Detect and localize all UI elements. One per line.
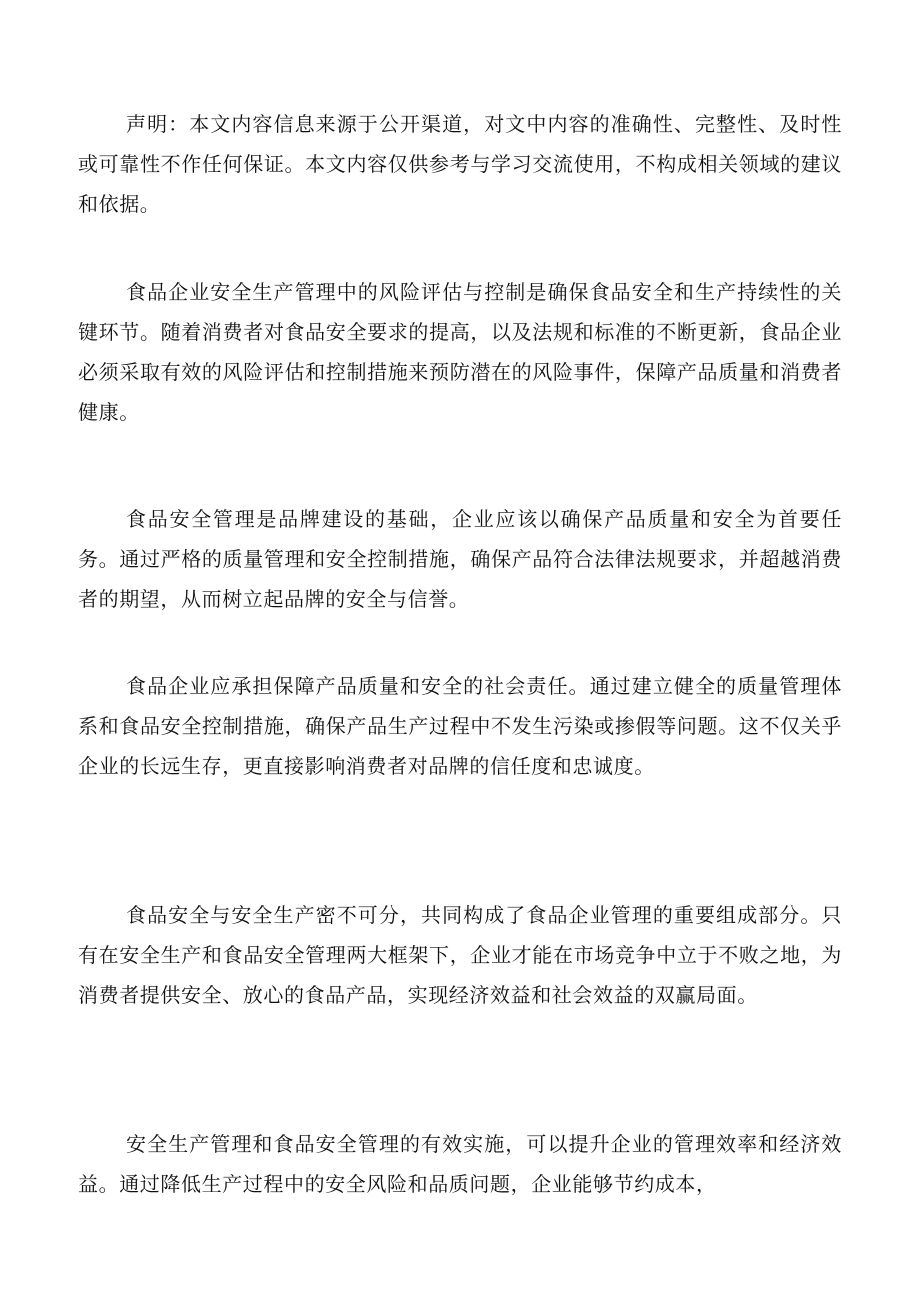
body-paragraph: 食品企业安全生产管理中的风险评估与控制是确保食品安全和生产持续性的关键环节。随着消费者对食品安全要求的提高，以及法规和标准的不断更新，食品企业必须采取有效的风险评估和控制措施来预防潜在的风险事件，保障产品质量和消费者健康。 xyxy=(78,280,842,424)
body-paragraph: 食品安全与安全生产密不可分，共同构成了食品企业管理的重要组成部分。只有在安全生产和食品安全管理两大框架下，企业才能在市场竞争中立于不败之地，为消费者提供安全、放心的食品产品，实现经济效益和社会效益的双赢局面。 xyxy=(78,903,842,1007)
body-paragraph: 食品安全管理是品牌建设的基础，企业应该以确保产品质量和安全为首要任务。通过严格的质量管理和安全控制措施，确保产品符合法律法规要求，并超越消费者的期望，从而树立起品牌的安全与信誉。 xyxy=(78,507,842,611)
disclaimer-paragraph: 声明：本文内容信息来源于公开渠道，对文中内容的准确性、完整性、及时性或可靠性不作任何保证。本文内容仅供参考与学习交流使用，不构成相关领域的建议和依据。 xyxy=(78,112,842,216)
body-paragraph: 安全生产管理和食品安全管理的有效实施，可以提升企业的管理效率和经济效益。通过降低生产过程中的安全风险和品质问题，企业能够节约成本， xyxy=(78,1132,842,1196)
body-paragraph: 食品企业应承担保障产品质量和安全的社会责任。通过建立健全的质量管理体系和食品安全控制措施，确保产品生产过程中不发生污染或掺假等问题。这不仅关乎企业的长远生存，更直接影响消费者对品牌的信任度和忠诚度。 xyxy=(78,674,842,778)
